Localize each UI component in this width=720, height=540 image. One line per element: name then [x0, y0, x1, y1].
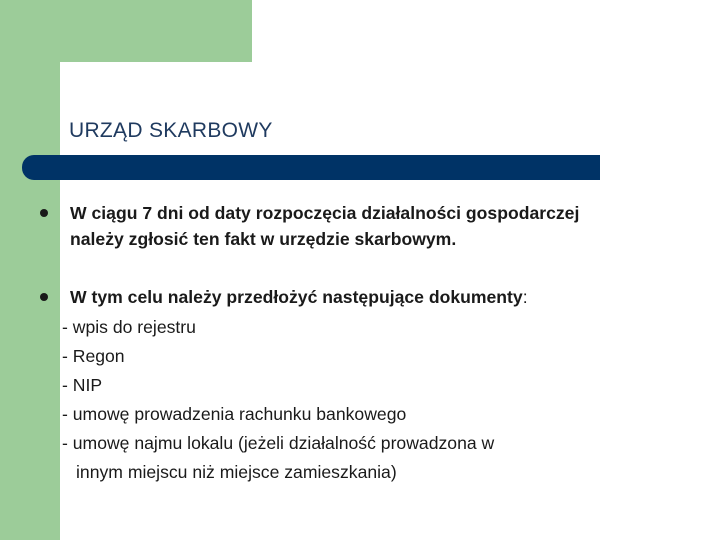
decorative-rounded-corner: [60, 62, 120, 122]
bullet-text-line: W ciągu 7 dni od daty rozpoczęcia działalności gospodarczej: [70, 203, 580, 223]
document-item: - NIP: [62, 375, 103, 395]
bullet-text: W tym celu należy przedłożyć następujące dokumenty: [70, 287, 523, 307]
document-item-continuation: innym miejscu niż miejsce zamieszkania): [76, 462, 397, 482]
document-item: - umowę prowadzenia rachunku bankowego: [62, 404, 407, 424]
slide-title: URZĄD SKARBOWY: [69, 119, 273, 142]
bullet-item: [40, 200, 680, 252]
bullet-colon: :: [522, 287, 528, 307]
bullet-text-line: należy zgłosić ten fakt w urzędzie skarbowym.: [70, 229, 457, 249]
document-item: - wpis do rejestru: [62, 317, 196, 337]
bullet-item: [40, 284, 680, 310]
slide-content: [40, 200, 680, 487]
documents-list: [62, 313, 680, 487]
bullet-icon: [40, 293, 48, 301]
document-item: - Regon: [62, 346, 125, 366]
bullet-icon: [40, 209, 48, 217]
title-underline-bar: [22, 155, 600, 180]
document-item: - umowę najmu lokalu (jeżeli działalność prowadzona w: [62, 433, 495, 453]
